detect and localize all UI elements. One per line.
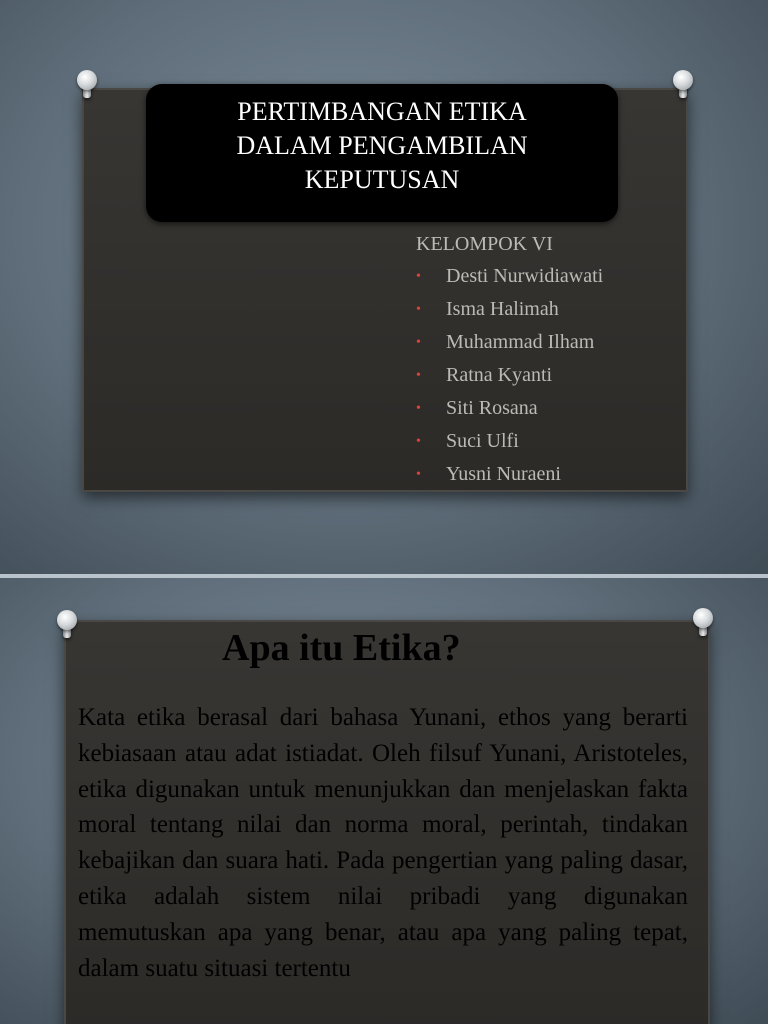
title-line: DALAM PENGAMBILAN (236, 131, 528, 160)
member-name: Ratna Kyanti (446, 364, 553, 386)
group-members (416, 228, 676, 491)
group-label: KELOMPOK VI (416, 233, 553, 255)
pushpin-left-icon (56, 610, 78, 640)
bullet-icon: • (416, 368, 421, 383)
member-name: Siti Rosana (446, 397, 538, 419)
bullet-icon: • (416, 401, 421, 416)
list-item (416, 293, 676, 326)
member-list (416, 260, 676, 491)
list-item (416, 326, 676, 359)
list-item (416, 359, 676, 392)
pushpin-right-icon (672, 70, 694, 100)
pushpin-left-icon (76, 70, 98, 100)
member-name: Yusni Nuraeni (446, 463, 561, 485)
bullet-icon: • (416, 302, 421, 317)
body-paragraph: Kata etika berasal dari bahasa Yunani, ethos yang berarti kebiasaan atau adat istiadat. Oleh filsuf Yunani, Aristoteles, etika digunakan untuk menunjukkan dan menjelaskan fakta moral tentang nilai dan norma moral, perintah, tindakan kebajikan dan suara hati. Pada pengertian yang paling dasar, etika adalah sistem nilai pribadi yang digunakan memutuskan apa yang benar, atau apa yang paling tepat, dalam suatu situasi tertentu (78, 704, 688, 982)
pushpin-right-icon (692, 608, 714, 638)
member-name: Muhammad Ilham (446, 331, 595, 353)
list-item (416, 260, 676, 293)
slide-heading: Apa itu Etika? (222, 627, 461, 669)
bullet-icon: • (416, 269, 421, 284)
member-name: Desti Nurwidiawati (446, 265, 604, 287)
bullet-icon: • (416, 467, 421, 482)
bullet-icon: • (416, 335, 421, 350)
title-line: PERTIMBANGAN ETIKA (237, 97, 527, 126)
member-name: Suci Ulfi (446, 430, 519, 452)
member-name: Isma Halimah (446, 298, 559, 320)
list-item (416, 425, 676, 458)
list-item (416, 392, 676, 425)
slide-title-box (146, 84, 618, 222)
title-line: KEPUTUSAN (304, 165, 460, 194)
list-item (416, 458, 676, 491)
bullet-icon: • (416, 434, 421, 449)
